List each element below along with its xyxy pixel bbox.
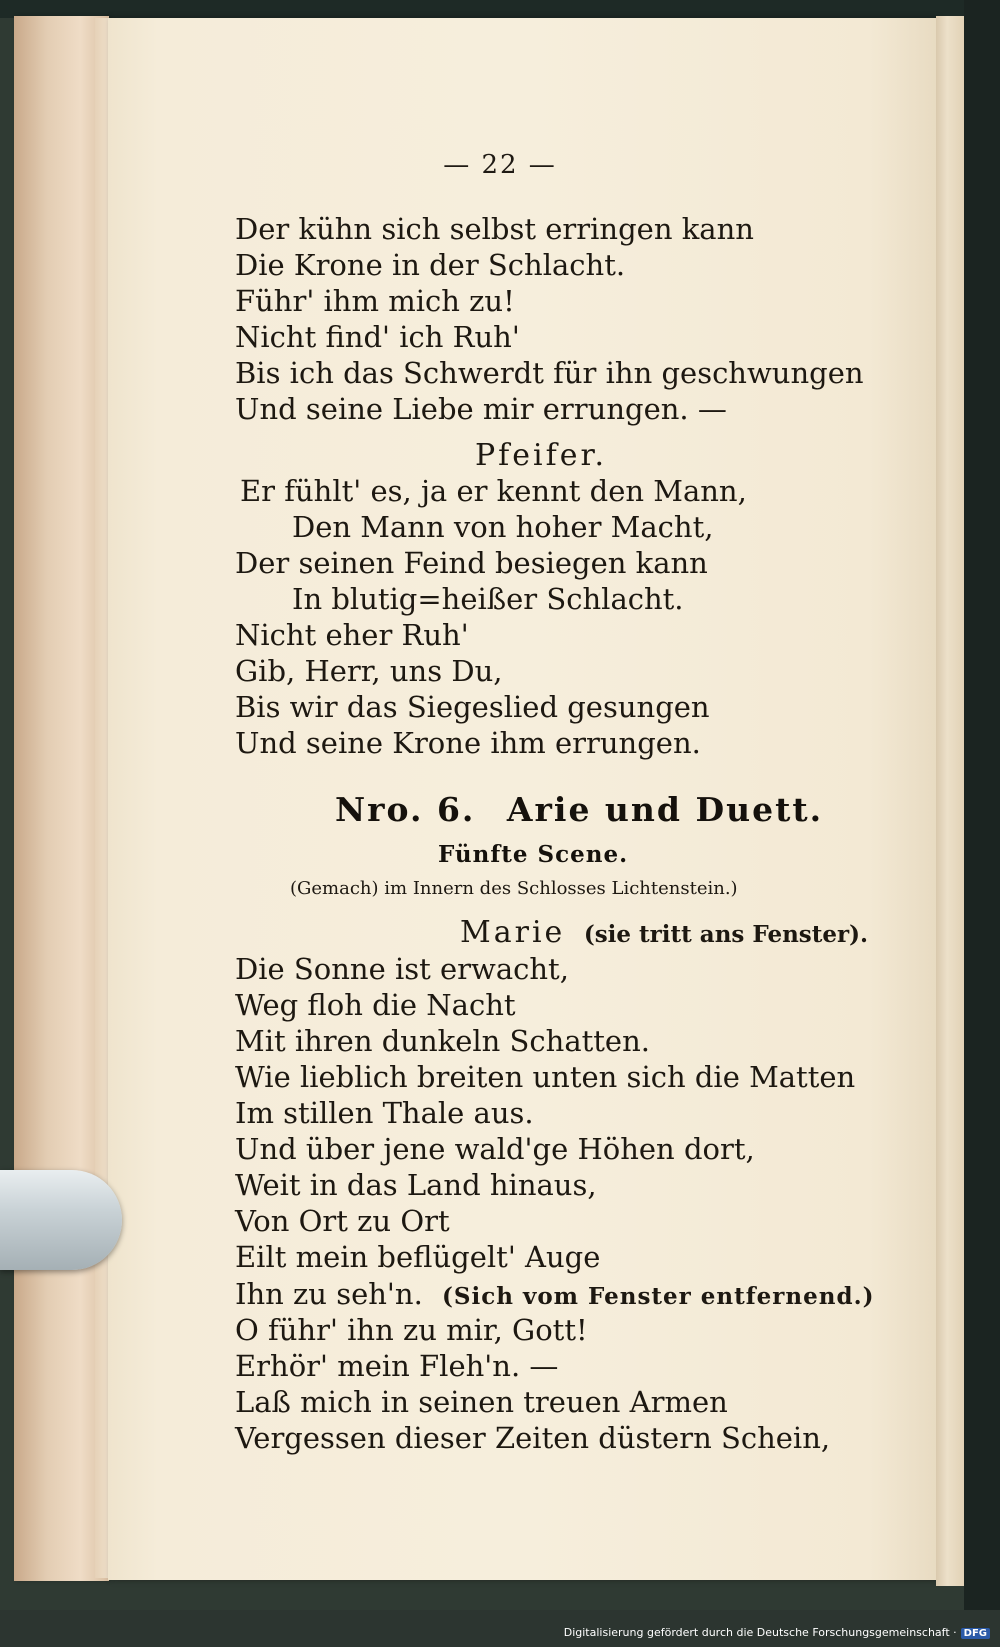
verse-line: Im stillen Thale aus. xyxy=(235,1096,534,1130)
speaker-name: Pfeifer. xyxy=(475,438,608,473)
verse-line: Und seine Liebe mir errungen. — xyxy=(235,392,727,426)
speaker-name: Marie xyxy=(460,915,566,950)
verse-line: Wie lieblich breiten unten sich die Matten xyxy=(235,1060,856,1094)
verse-line: Führ' ihm mich zu! xyxy=(235,284,515,318)
scene-title: Fünfte Scene. xyxy=(438,841,629,868)
verse-line: Und seine Krone ihm errungen. xyxy=(235,726,701,760)
verse-line: Nicht find' ich Ruh' xyxy=(235,320,520,354)
verse-line-with-direction xyxy=(235,1277,874,1311)
page-holder-clip xyxy=(0,1170,122,1270)
verse-line: Bis wir das Siegeslied gesungen xyxy=(235,690,710,724)
number-heading xyxy=(335,790,823,829)
verse-line: Von Ort zu Ort xyxy=(235,1204,450,1238)
verse-line: Vergessen dieser Zeiten düstern Schein, xyxy=(235,1421,831,1455)
verse-line: Erhör' mein Fleh'n. — xyxy=(235,1349,559,1383)
scan-top-border xyxy=(0,0,1000,18)
page-number: — 22 — xyxy=(443,150,557,180)
verse-line: O führ' ihn zu mir, Gott! xyxy=(235,1313,588,1347)
stage-direction: (sie tritt ans Fenster). xyxy=(583,921,869,948)
dfg-logo: DFG xyxy=(961,1628,990,1639)
digitization-credit xyxy=(564,1626,990,1639)
scan-right-border xyxy=(964,0,1000,1647)
verse-line: Gib, Herr, uns Du, xyxy=(235,654,503,688)
verse-line: Und über jene wald'ge Höhen dort, xyxy=(235,1132,755,1166)
verse-text: Ihn zu seh'n. xyxy=(235,1277,423,1311)
verse-line: Nicht eher Ruh' xyxy=(235,618,469,652)
scene-setting: (Gemach) im Innern des Schlosses Lichtenstein.) xyxy=(290,878,738,899)
verse-line: Der seinen Feind besiegen kann xyxy=(235,546,708,580)
verse-line: Eilt mein beflügelt' Auge xyxy=(235,1240,601,1274)
stage-direction: (Sich vom Fenster entfernend.) xyxy=(442,1283,875,1310)
verse-line: Die Krone in der Schlacht. xyxy=(235,248,626,282)
verse-line: Mit ihren dunkeln Schatten. xyxy=(235,1024,650,1058)
verse-line: Er fühlt' es, ja er kennt den Mann, xyxy=(240,474,747,508)
number-label: Nro. 6. xyxy=(335,790,476,829)
verse-line: Weit in das Land hinaus, xyxy=(235,1168,597,1202)
verse-line: Der kühn sich selbst erringen kann xyxy=(235,212,754,246)
number-title: Arie und Duett. xyxy=(506,790,824,829)
verse-line: Weg floh die Nacht xyxy=(235,988,516,1022)
verse-line: Bis ich das Schwerdt für ihn geschwungen xyxy=(235,356,864,390)
speaker-line xyxy=(460,915,868,950)
page-stack-edge xyxy=(936,16,964,1586)
verse-line: Die Sonne ist erwacht, xyxy=(235,952,569,986)
verse-line: Den Mann von hoher Macht, xyxy=(292,510,714,544)
credit-text: Digitalisierung gefördert durch die Deutsche Forschungsgemeinschaft · xyxy=(563,1626,957,1639)
verse-line: In blutig=heißer Schlacht. xyxy=(292,582,684,616)
verse-line: Laß mich in seinen treuen Armen xyxy=(235,1385,728,1419)
